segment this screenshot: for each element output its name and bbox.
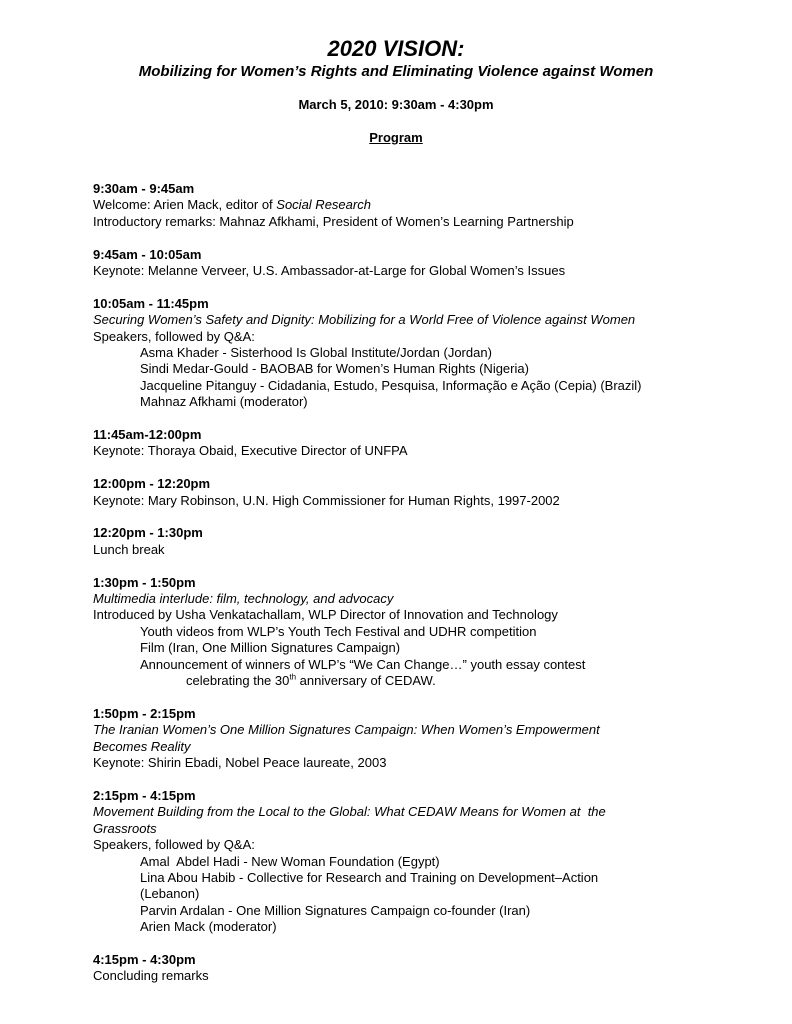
session-concluding [93,952,753,985]
session-intro: Introduced by Usha Venkatachallam, WLP Director of Innovation and Technology [93,607,558,623]
program-item: Announcement of winners of WLP’s “We Can Change…” youth essay contest [140,656,586,672]
session-keynote-obaid [93,427,753,460]
session-panel-safety [93,296,753,411]
speaker-item-cont: (Lebanon) [140,886,200,902]
event-date: March 5, 2010: 9:30am - 4:30pm [298,97,494,112]
session-time: 11:45am-12:00pm [93,427,202,443]
session-time: 4:15pm - 4:30pm [93,951,196,967]
session-panel-title-cont: Becomes Reality [93,738,191,754]
session-time: 12:00pm - 12:20pm [93,476,211,492]
session-panel-title: Movement Building from the Local to the Global: What CEDAW Means for Women at the [93,804,606,820]
speaker-item: Asma Khader - Sisterhood Is Global Institute/Jordan (Jordan) [140,345,492,361]
speaker-item: Arien Mack (moderator) [140,919,277,935]
continuation-text: celebrating the 30 [186,673,290,689]
document-subtitle: Mobilizing for Women’s Rights and Eliminating Violence against Women [138,63,654,80]
session-intro: Introductory remarks: Mahnaz Afkhami, President of Women’s Learning Partnership [93,213,574,229]
session-time: 1:30pm - 1:50pm [93,574,196,590]
program-item: Film (Iran, One Million Signatures Campaign) [140,640,401,656]
session-format: Speakers, followed by Q&A: [93,837,255,853]
document-title: 2020 VISION: [327,36,465,61]
session-panel-title-cont: Grassroots [93,820,157,836]
continuation-text-end: anniversary of CEDAW. [296,673,436,689]
speaker-item: Mahnaz Afkhami (moderator) [140,394,308,410]
session-movement-building [93,788,753,936]
session-time: 10:05am - 11:45pm [93,295,209,311]
session-time: 2:15pm - 4:15pm [93,787,196,803]
journal-title: Social Research [276,197,371,213]
session-multimedia [93,575,753,690]
session-format: Speakers, followed by Q&A: [93,328,255,344]
session-keynote: Keynote: Melanne Verveer, U.S. Ambassador-at-Large for Global Women’s Issues [93,263,566,279]
document-header [0,36,792,146]
session-keynote: Keynote: Shirin Ebadi, Nobel Peace laureate, 2003 [93,755,387,771]
session-time: 9:30am - 9:45am [93,181,195,196]
program-heading: Program [369,130,423,145]
program-item: Youth videos from WLP’s Youth Tech Festival and UDHR competition [140,623,537,639]
session-welcome [93,181,753,230]
speaker-item: Sindi Medar-Gould - BAOBAB for Women’s Human Rights (Nigeria) [140,361,529,377]
session-panel-title: Securing Women’s Safety and Dignity: Mobilizing for a World Free of Violence against Women [93,312,636,328]
session-welcome-line [93,197,753,213]
session-keynote-verveer [93,247,753,280]
session-time: 1:50pm - 2:15pm [93,705,196,721]
session-text: Lunch break [93,541,165,557]
session-iranian-campaign [93,706,753,772]
speaker-item: Parvin Ardalan - One Million Signatures Campaign co-founder (Iran) [140,902,531,918]
session-keynote: Keynote: Thoraya Obaid, Executive Director of UNFPA [93,443,408,459]
session-keynote: Keynote: Mary Robinson, U.N. High Commissioner for Human Rights, 1997-2002 [93,492,560,508]
ordinal-suffix: th [289,672,297,682]
session-panel-title: Multimedia interlude: film, technology, and advocacy [93,591,394,607]
session-time: 12:20pm - 1:30pm [93,525,203,541]
speaker-item: Amal Abdel Hadi - New Woman Foundation (Egypt) [140,853,440,869]
program-schedule [93,181,753,1001]
session-lunch [93,525,753,558]
welcome-text: Welcome: Arien Mack, editor of [93,197,277,213]
session-text: Concluding remarks [93,968,209,984]
session-panel-title: The Iranian Women’s One Million Signatures Campaign: When Women’s Empowerment [93,722,600,738]
speaker-item: Jacqueline Pitanguy - Cidadania, Estudo, Pesquisa, Informação e Ação (Cepia) (Brazil) [140,377,642,393]
session-keynote-robinson [93,476,753,509]
program-item-continuation [93,673,753,689]
session-time: 9:45am - 10:05am [93,246,202,262]
speaker-item: Lina Abou Habib - Collective for Research and Training on Development–Action [140,869,599,885]
